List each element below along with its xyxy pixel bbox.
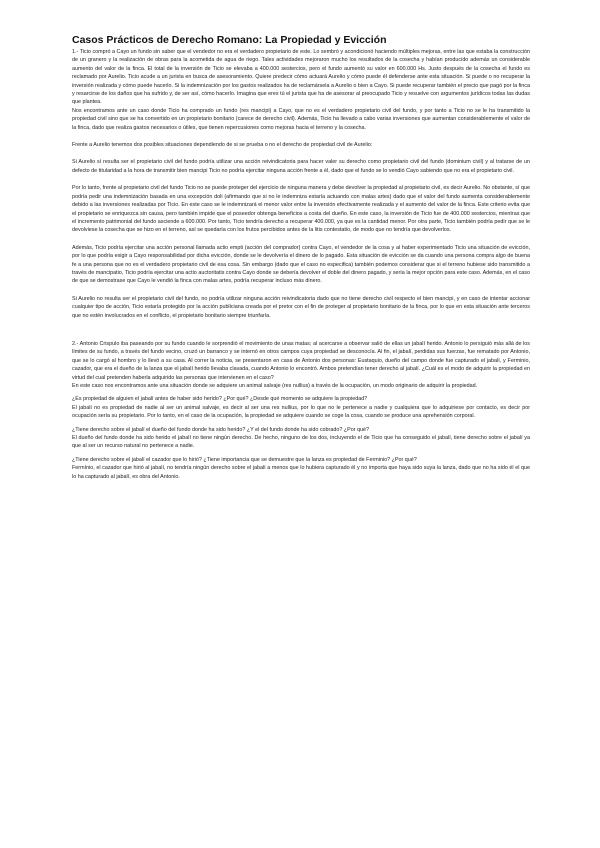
case1-paragraph-5: Además, Ticio podría ejercitar una acción personal llamada actio empti (acción del comprador) contra Cayo, el vendedor de la cosa y al haber experimentado Ticio una situación de evicción, por lo que podría exigir a Cayo responsabilidad por dicha evicción, donde se le devolvería el dinero de lo pagado. Esta situación de evicción se da cuando una persona compra algo de buena fe a una persona que no es el verdadero propietario civil de esa cosa. Sin embargo (dado que el caso no especifica) también podemos considerar que si el terreno hubiese sido transmitido a través de mancipatio, Ticio podría ejercitar una actio auctoritatis contra Cayo donde se debería devolver el doble del dinero pagado, y sería la mejor opción para este caso. Además, en el caso de que se demostrase que Cayo le vendió la finca con malas artes, podría recuperar incluso más dinero. — [72, 244, 530, 285]
case1-paragraph-2: Frente a Aurelio tenemos dos posibles situaciones dependiendo de si se prueba o no el derecho de propiedad civil de Aurelio: — [72, 142, 373, 149]
case2-answer-1: El jabalí no es propiedad de nadie al ser un animal salvaje, es decir al ser una res nullius, por lo que no le pertenece a nadie y cualquiera que lo adquiriese por contacto, es decir por ocupación sería su propietario. Por lo tanto, en el caso de la ocupación, la propiedad se adquiere cuando se coge la cosa, cuando se produce una aprehensión corporal. — [72, 404, 530, 420]
case1-paragraph-3: Si Aurelio sí resulta ser el propietario civil del fundo podría utilizar una acción reivindicatoria para hacer valer su derecho como propietario civil del fundo (dominium civil) y al tratarse de un defecto de titularidad a la hora de transmitir bien mancipi Ticio no podría ejercitar ninguna acción frente a él, dado que el fundo se lo vendió Cayo sabiendo que no era el propietario civil. — [72, 159, 530, 174]
case2-paragraph-1: En este caso nos encontramos ante una situación donde se adquiere un animal salvaje (res nullius) a través de la ocupación, un modo originario de adquirir la propiedad. — [72, 383, 478, 389]
case2-question-3: ¿Tiene derecho sobre el jabalí el cazador que lo hirió? ¿Tiene importancia que se demuestre que la lanza es propiedad de Ferminio? ¿Por qué? — [72, 456, 417, 463]
case2-question-2: ¿Tiene derecho sobre el jabalí el dueño del fundo donde ha sido herido? ¿Y el del fundo donde ha sido cobrado? ¿Por qué? — [72, 426, 369, 433]
document-title: Casos Prácticos de Derecho Romano: La Propiedad y Evicción — [72, 34, 387, 46]
case1-paragraph-1: Nos encontramos ante un caso donde Ticio ha comprado un fundo (res mancipi) a Cayo, que no es el verdadero propietario civil del fundo, y por tanto a Ticio no se le ha transmitido la propiedad civil sino que se ha convertido en un propietario bonitario (carece de derecho civil). Además, Ticio ha llevado a cabo varias inversiones que aumentan considerablemente el valor de la finca, dado que realiza gastos necesarios o útiles, que tienen repercusiones como mejoras hacia el terreno y la cosecha. — [72, 107, 530, 131]
case2-answer-2: El dueño del fundo donde ha sido herido el jabalí no tiene ningún derecho. De hecho, ninguno de los dos, incluyendo el de Ticio que ha conseguido el jabalí, tiene derecho sobre el jabalí ya que al ser un recurso natural no pertenece a nadie. — [72, 435, 530, 450]
case2-answer-3: Fermínio, el cazador que hirió al jabalí, no tendría ningún derecho sobre el jabalí a menos que lo hubiera capturado él y no importa que haya sido suya la lanza, dado que no ha sido él el que lo ha capturado al jabalí, es obra del Antonio. — [72, 465, 530, 480]
case2-statement: 2.- Antonio Crispulo iba paseando por su fundo cuando le sorprendió el movimiento de unas matas; al acercarse a observar salió de ellas un jabalí herido. Antonio lo persiguió más allá de los límites de su fundo, a través del fundo vecino, cruzó un barranco y se internó en otros campos cuya propiedad se desconocía. Al fin, el jabalí, perdidas sus fuerzas, fue rematado por Antonio, que se lo cargó al hombro y lo llevó a su casa. Al correr la noticia, se presentaron en casa de Antonio dos personas: Eustaquio, dueño del campo donde fue capturado el jabalí, y Ferminio, cazador, que era el dueño de la lanza que el jabalí herido llevaba clavada, cuando Antonio lo encontró. Ambos pretendían tener derecho al jabalí. ¿Cuál es el modo de adquirir la propiedad en virtud del cual pretenden haberla adquirido las personas que intervienen en el caso? — [72, 340, 530, 381]
case1-paragraph-4: Por lo tanto, frente al propietario civil del fundo Ticio no se puede proteger del ejercicio de ninguna manera y debe devolver la propiedad al propietario civil, es decir Aurelio. No obstante, sí que podría pedir una indemnización basada en una excepción doli (afirmando que si no le indemniza estaría actuando con malas artes) dado que el valor del fundo aumenta considerablemente debido a las inversiones realizadas por Ticio. En este caso se le indemnizará el menor valor entre la inversión efectivamente realizada y el aumento del valor de la finca. Este criterio evita que el propietario se enriquezca sin causa, pero también impide que el poseedor obtenga beneficios a costa del dueño. En este caso, la inversión de Ticio fue de 400.000 sestercios, mientras que el incremento patrimonial del fundo asciende a 600.000. Por tanto, Ticio tendría derecho a recuperar 400.000, ya que es la cantidad menor. Por otra parte, Ticio también podría pedir que se le devolviese la cosecha que se hizo en el terreno, así se quedaría con los frutos percibidos antes de la litis contestatio, de modo que no tendría que devolverlos. — [72, 185, 530, 234]
case1-paragraph-6: Si Aurelio no resulta ser el propietario civil del fundo, no podría utilizar ninguna acción reivindicatoria dado que no tiene derecho civil respecto el bien mancipi, y en caso de intentar accionar cualquier tipo de acción, Ticio estaría protegido por la acción publiciana creada por el pretor con el fin de proteger al propietario bonitario de la finca, por lo que en esta situación ante terceros que no estén involucrados en el conflicto, el propietario bonitario siempre triunfaría. — [72, 295, 530, 319]
case1-statement: 1.- Ticio compró a Cayo un fundo sin saber que el vendedor no era el verdadero propietario de este. Lo sembró y acondicionó haciendo múltiples mejoras, entre las que estaba la construcción de un granero y la realización de obras para la acometida de agua de riego. Tales actividades mejoraron mucho los resultados de la cosecha y habían producido además un considerable aumento del valor de la finca. El total de la inversión de Ticio se elevaba a 400.000 sestercios, pero el fundo aumentó su valor en 600.000 Hs. Justo después de la cosecha el fundo es reclamado por Aurelio. Ticio acude a un jurista en busca de asesoramiento. Quiere predecir cómo actuará Aurelio y cómo puede él defenderse ante esta situación. Si puede o no recuperar la inversión realizada y cómo puede hacerlo. Si la indemnización por los gastos realizados ha de reclamársela a Aurelio o bien a Cayo. Si puede recuperar también el precio que pagó por la finca y resarcirse de los daños que ha sufrido y, de ser así, cómo hacerlo. Imagina que eres tú el jurista que ha de asesorar al preocupado Ticio y resuelve con argumentos jurídicos todas las dudas que plantea. — [72, 49, 530, 106]
document-page — [72, 34, 530, 481]
case2-question-1: ¿Es propiedad de alguien el jabalí antes de haber sido herido? ¿Por qué? ¿Desde qué momento se adquiere la propiedad? — [72, 396, 368, 403]
